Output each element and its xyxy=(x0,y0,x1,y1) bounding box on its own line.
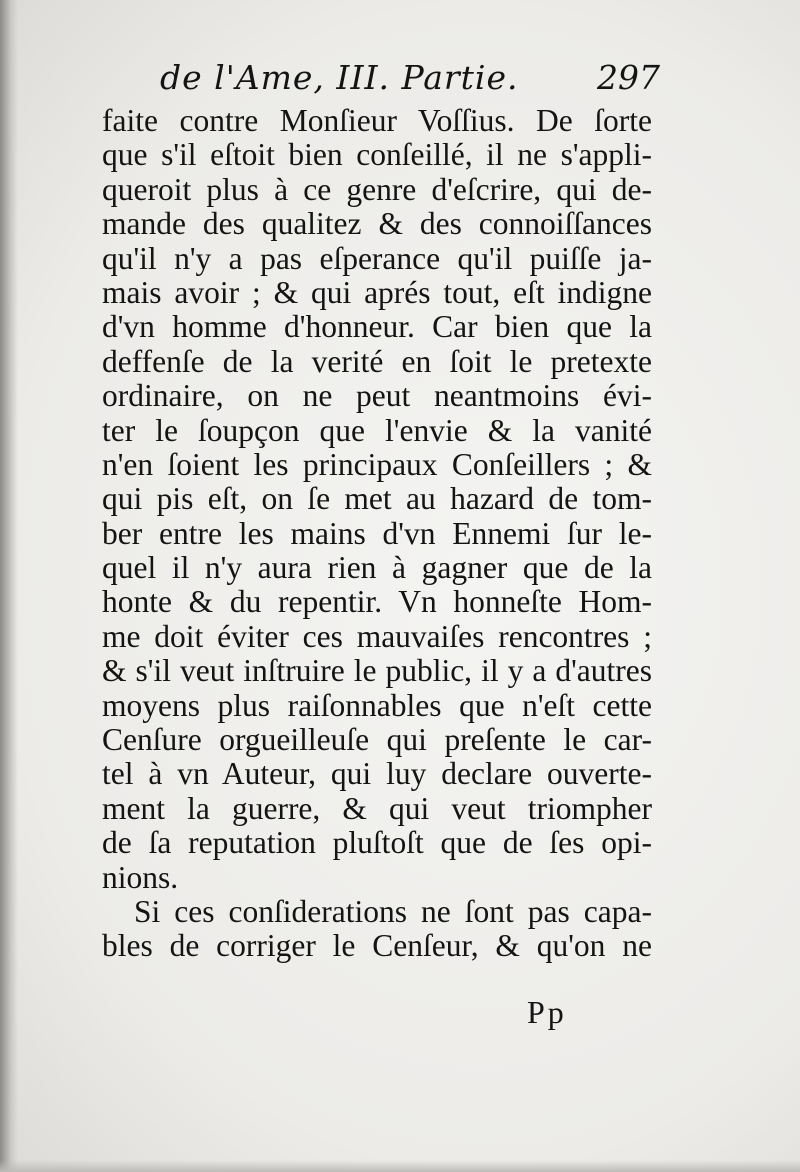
text-line: deffenſe de la verité en ſoit le pretexte xyxy=(102,343,652,379)
text-line: n'en ſoient les principaux Conſeillers ; & xyxy=(102,446,652,482)
page-edge-shadow xyxy=(0,0,18,1172)
text-line: mais avoir ; & qui aprés tout, eſt indigne xyxy=(102,274,652,310)
paragraph-end-line: nions. xyxy=(102,859,179,895)
text-line: Cenſure orgueilleuſe qui preſente le car- xyxy=(102,722,652,758)
text-line: d'vn homme d'honneur. Car bien que la xyxy=(102,309,652,345)
paragraph-start-line: Si ces conſiderations ne ſont pas capa- xyxy=(134,893,652,929)
text-line: honte & du repentir. Vn honneſte Hom- xyxy=(102,584,652,620)
body-text xyxy=(102,104,652,964)
text-line: faite contre Monſieur Voſſius. De ſorte xyxy=(102,103,652,138)
text-line: de ſa reputation pluſtoſt que de ſes opi- xyxy=(102,825,652,861)
text-line: & s'il veut inſtruire le public, il y a d'autres xyxy=(102,653,652,689)
text-line: moyens plus raiſonnables que n'eſt cette xyxy=(102,687,652,723)
text-line: ment la guerre, & qui veut triompher xyxy=(102,790,652,826)
text-line: bles de corriger le Cenſeur, & qu'on ne xyxy=(102,928,652,964)
text-line: qui pis eſt, on ſe met au hazard de tom- xyxy=(102,481,652,517)
text-line: tel à vn Auteur, qui luy declare ouverte- xyxy=(102,756,652,792)
text-line: que s'il eſtoit bien conſeillé, il ne s'appli- xyxy=(102,137,652,173)
text-line: mande des qualitez & des connoiſſances xyxy=(102,206,652,242)
running-header xyxy=(160,58,660,102)
text-line: ber entre les mains d'vn Ennemi ſur le- xyxy=(102,515,652,551)
text-line: ordinaire, on ne peut neantmoins évi- xyxy=(102,378,652,414)
text-line: queroit plus à ce genre d'eſcrire, qui de- xyxy=(102,171,652,207)
text-line: me doit éviter ces mauvaiſes rencontres ; xyxy=(102,618,652,654)
text-line: qu'il n'y a pas eſperance qu'il puiſſe ja- xyxy=(102,240,652,276)
page-bottom-shadow xyxy=(0,1160,800,1172)
running-title: de l'Ame, III. Partie. xyxy=(160,58,519,97)
page-number: 297 xyxy=(597,58,660,97)
catchword: Pp xyxy=(527,994,567,1030)
text-line: quel il n'y aura rien à gagner que de la xyxy=(102,550,652,586)
text-line: ter le ſoupçon que l'envie & la vanité xyxy=(102,412,652,448)
